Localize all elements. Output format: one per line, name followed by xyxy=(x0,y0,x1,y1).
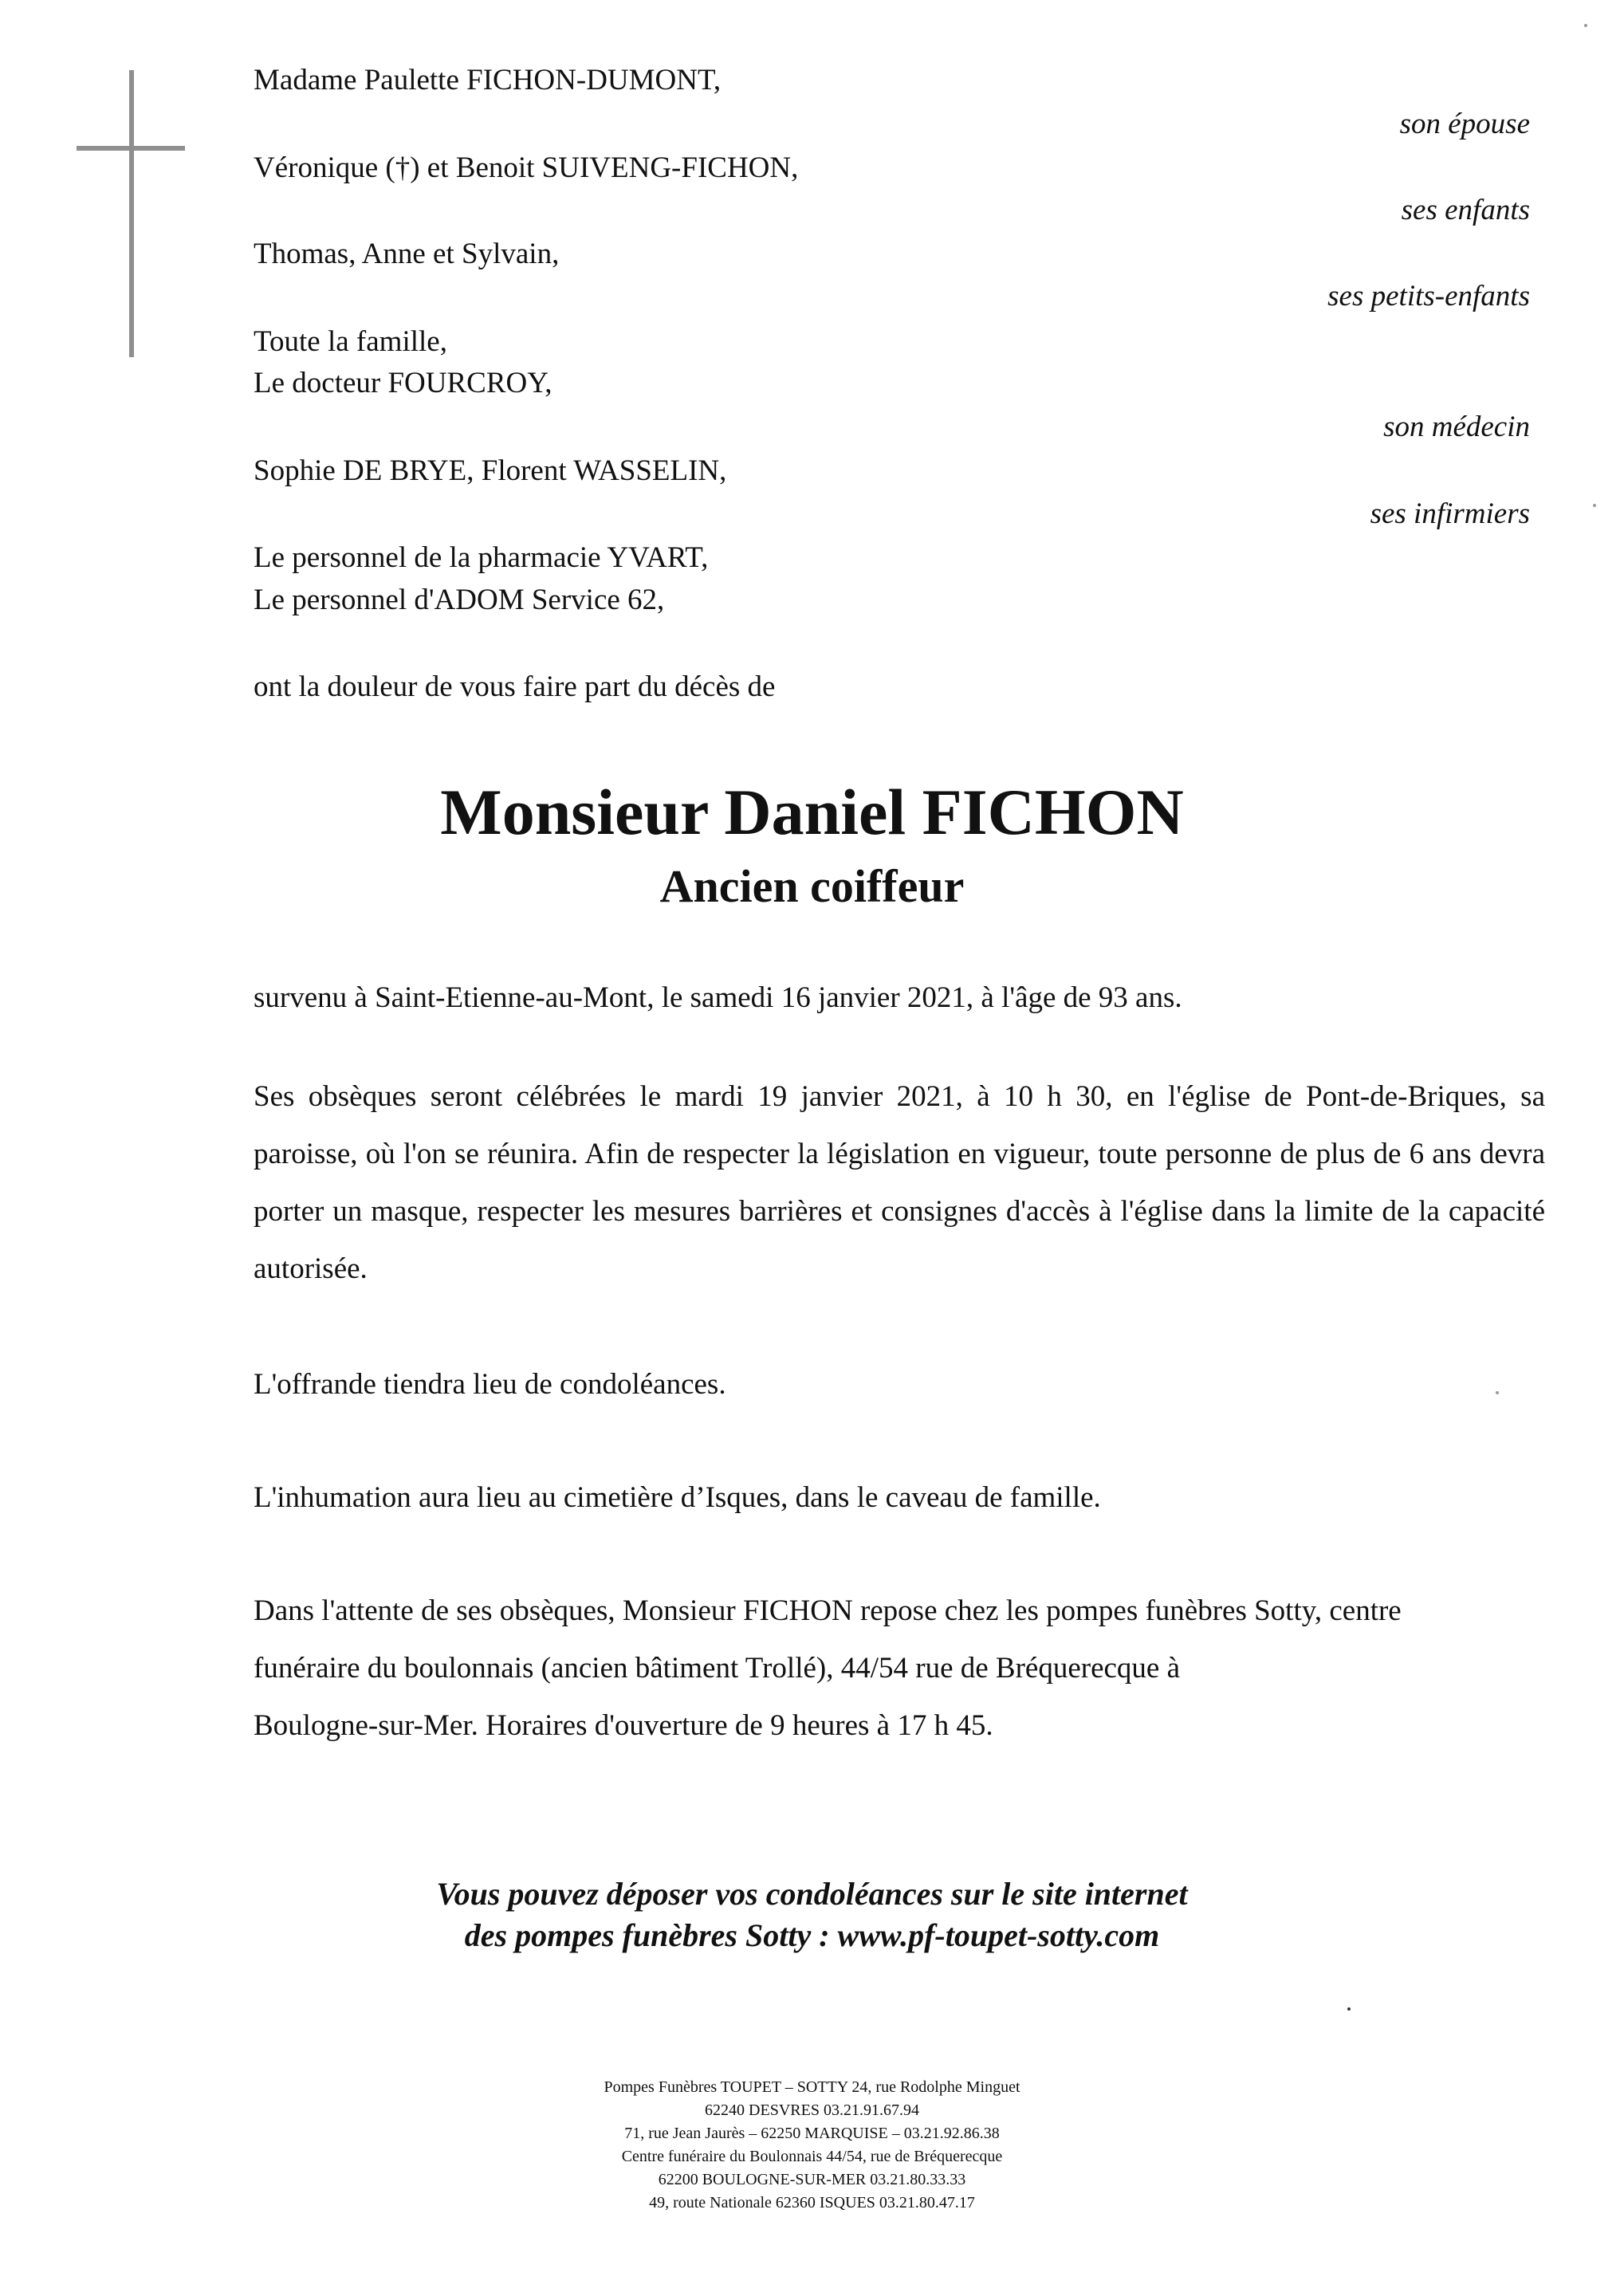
family-name-spouse: Madame Paulette FICHON-DUMONT, xyxy=(254,64,722,96)
resting-line-2: funéraire du boulonnais (ancien bâtiment Trollé), 44/54 rue de Bréquerecque à xyxy=(254,1652,1181,1685)
burial-text: L'inhumation aura lieu au cimetière d’Isques, dans le caveau de famille. xyxy=(254,1481,1101,1514)
footer-line: 62240 DESVRES 03.21.91.67.94 xyxy=(705,2101,919,2119)
scan-speck xyxy=(1584,24,1587,27)
resting-line-3: Boulogne-sur-Mer. Horaires d'ouverture de 9 heures à 17 h 45. xyxy=(254,1709,993,1742)
condolences-line-2: des pompes funèbres Sotty : www.pf-toupet-sotty.com xyxy=(464,1917,1160,1953)
family-role-doctor: son médecin xyxy=(1383,411,1530,443)
condolences-line-1: Vous pouvez déposer vos condoléances sur le site internet xyxy=(436,1876,1188,1912)
cross-vertical-bar xyxy=(129,70,134,357)
deceased-name: Monsieur Daniel FICHON xyxy=(440,776,1184,848)
resting-line-1: Dans l'attente de ses obsèques, Monsieur FICHON repose chez les pompes funèbres Sotty, centre xyxy=(254,1594,1402,1627)
footer-line: Centre funéraire du Boulonnais 44/54, rue de Bréquerecque xyxy=(621,2148,1003,2165)
family-name-nurses: Sophie DE BRYE, Florent WASSELIN, xyxy=(254,454,727,487)
footer-line: 62200 BOULOGNE-SUR-MER 03.21.80.33.33 xyxy=(658,2171,966,2188)
footer-line: Pompes Funèbres TOUPET – SOTTY 24, rue Rodolphe Minguet xyxy=(604,2078,1020,2096)
family-role-children: ses enfants xyxy=(1401,194,1530,226)
cross-horizontal-bar xyxy=(77,146,185,151)
footer-line: 49, route Nationale 62360 ISQUES 03.21.80.47.17 xyxy=(649,2194,975,2211)
announcement-text: ont la douleur de vous faire part du décès de xyxy=(254,670,776,703)
family-name-pharmacy: Le personnel de la pharmacie YVART, xyxy=(254,541,709,574)
family-name-grandchildren: Thomas, Anne et Sylvain, xyxy=(254,238,560,270)
death-info: survenu à Saint-Etienne-au-Mont, le samedi 16 janvier 2021, à l'âge de 93 ans. xyxy=(254,981,1182,1014)
scan-speck xyxy=(1593,504,1596,507)
family-name-adom: Le personnel d'ADOM Service 62, xyxy=(254,584,665,616)
deceased-title: Ancien coiffeur xyxy=(659,860,965,912)
offering-text: L'offrande tiendra lieu de condoléances. xyxy=(254,1368,726,1401)
funeral-paragraph: Ses obsèques seront célébrées le mardi 19 janvier 2021, à 10 h 30, en l'église de Pont-de-Briques, sa paroisse, où l'on se réunira. Afin de respecter la législation en vigueur, toute personne de plus de 6 ans devra porter un masque, respecter les mesures barrières et consignes d'accès à l'église dans la limite de la capacité autorisée. xyxy=(254,1080,1545,1285)
footer-line: 71, rue Jean Jaurès – 62250 MARQUISE – 03.21.92.86.38 xyxy=(624,2125,1000,2142)
family-role-nurses: ses infirmiers xyxy=(1370,497,1530,530)
footer-address-block xyxy=(0,2076,1624,2215)
family-role-spouse: son épouse xyxy=(1399,108,1530,140)
scan-speck xyxy=(1496,1391,1499,1394)
family-role-grandchildren: ses petits-enfants xyxy=(1327,280,1530,313)
family-name-children: Véronique (†) et Benoit SUIVENG-FICHON, xyxy=(254,151,799,184)
family-name-doctor: Le docteur FOURCROY, xyxy=(254,367,552,399)
family-name-whole-family: Toute la famille, xyxy=(254,325,447,358)
scan-speck xyxy=(1347,2007,1351,2011)
